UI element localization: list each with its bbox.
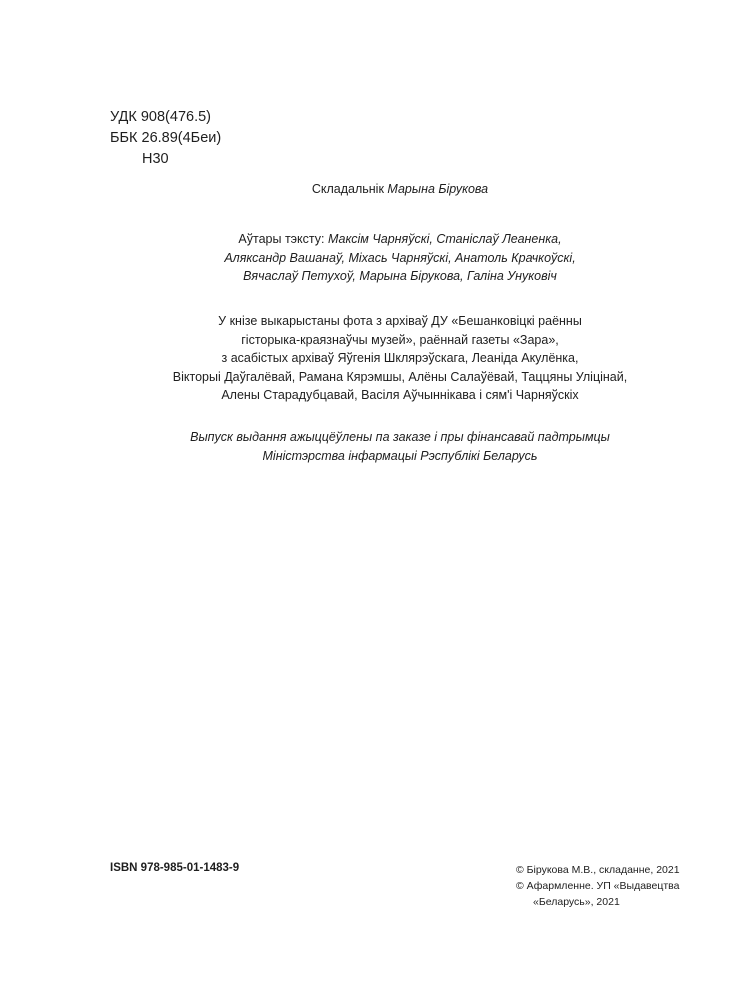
funding-line-2: Міністэрства інфармацыі Рэспублікі Беларусь [262, 448, 538, 463]
isbn: ISBN 978-985-01-1483-9 [110, 862, 240, 874]
author-mark: Н30 [142, 151, 169, 167]
photo-credits-line-5: Алены Старадубцавай, Васіля Аўчыннікава і сям'і Чарняўскіх [221, 388, 579, 402]
authors-line-2: Аляксандр Вашанаў, Міхась Чарняўскі, Анатоль Крачкоўскі, [224, 250, 576, 265]
funding-note [150, 428, 650, 465]
copyright-line-2: © Афармленне. УП «Выдавецтва [516, 880, 680, 892]
authors-block [150, 230, 650, 286]
compiler-label: Складальнік [311, 182, 384, 196]
photo-credits-line-1: У кнізе выкарыстаны фота з архіваў ДУ «Бешанковіцкі раённы [218, 314, 582, 328]
photo-credits-block [150, 312, 650, 405]
authors-line-1 [150, 230, 650, 249]
udc-code: УДК 908(476.5) [110, 109, 211, 125]
bbk-code: ББК 26.89(4Беи) [110, 130, 222, 146]
authors-label: Аўтары тэксту: [238, 232, 325, 246]
compiler-name: Марына Бірукова [387, 182, 489, 196]
copyright-line-3: «Беларусь», 2021 [533, 896, 620, 908]
copyright-block [516, 862, 680, 910]
compiler-line [150, 180, 650, 199]
photo-credits-line-3: з асабістых архіваў Яўгенія Шклярэўскага, Леаніда Акулёнка, [221, 351, 579, 365]
photo-credits-line-2: гісторыка-краязнаўчы музей», раённай газеты «Зара», [241, 332, 559, 347]
classification-block [110, 107, 221, 170]
funding-line-1: Выпуск выдання ажыццёўлены па заказе і пры фінансавай падтрымцы [190, 430, 610, 444]
copyright-line-1: © Бірукова М.В., складанне, 2021 [516, 864, 680, 876]
photo-credits-line-4: Вікторыі Даўгалёвай, Рамана Кярэмшы, Алёны Салаўёвай, Таццяны Уліцінай, [172, 369, 628, 384]
authors-names-1: Максім Чарняўскі, Станіслаў Леаненка, [327, 232, 562, 246]
authors-line-3: Вячаслаў Петухоў, Марына Бірукова, Галіна Унуковіч [243, 269, 557, 283]
